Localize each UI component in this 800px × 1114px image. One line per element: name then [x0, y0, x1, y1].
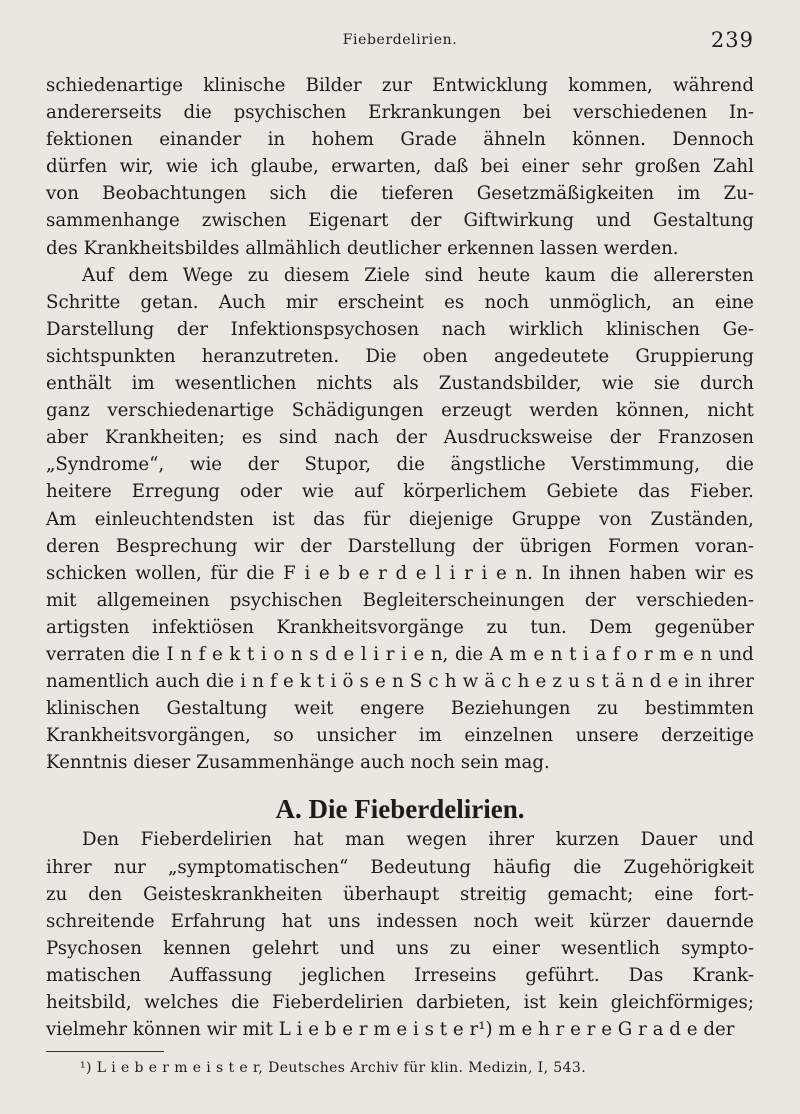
text-line: andererseits die psychischen Erkrankungen bei verschiedenen In- — [46, 102, 754, 124]
page-number: 239 — [710, 28, 754, 52]
body-text — [46, 72, 754, 1043]
text-line: sammenhange zwischen Eigenart der Giftwirkung und Gestaltung — [46, 210, 754, 232]
text-line: matischen Auffassung jeglichen Irreseins geführt. Das Krank- — [46, 964, 754, 986]
text-line: ganz verschiedenartige Schädigungen erzeugt werden können, nicht — [46, 400, 754, 422]
text-line: „Syndrome“, wie der Stupor, die ängstliche Verstimmung, die — [46, 454, 754, 476]
text-line: Psychosen kennen gelehrt und uns zu einer wesentlich sympto- — [46, 937, 754, 959]
text-line: Darstellung der Infektionspsychosen nach wirklich klinischen Ge- — [46, 318, 754, 340]
running-head: Fieberdelirien. — [342, 32, 458, 48]
text-line: zu den Geisteskrankheiten überhaupt streitig gemacht; eine fort- — [46, 883, 754, 905]
text-line: Auf dem Wege zu diesem Ziele sind heute kaum die allerersten — [82, 264, 754, 286]
footnote: ¹) L i e b e r m e i s t e r, Deutsches Archiv für klin. Medizin, I, 543. — [80, 1060, 587, 1076]
text-line: sichtspunkten heranzutreten. Die oben angedeutete Gruppierung — [46, 345, 754, 367]
text-line: mit allgemeinen psychischen Begleiterscheinungen der verschieden- — [46, 589, 754, 611]
text-line: namentlich auch die i n f e k t i ö s e n S c h w ä c h e z u s t ä n d e in ihrer — [46, 671, 754, 693]
text-line: Den Fieberdelirien hat man wegen ihrer kurzen Dauer und — [82, 829, 754, 851]
text-line: des Krankheitsbildes allmählich deutlicher erkennen lassen werden. — [46, 237, 679, 259]
text-line: fektionen einander in hohem Grade ähneln können. Dennoch — [46, 129, 754, 151]
text-line: Krankheitsvorgängen, so unsicher im einzelnen unsere derzeitige — [46, 725, 754, 747]
text-line: von Beobachtungen sich die tieferen Gesetzmäßigkeiten im Zu- — [46, 183, 754, 205]
text-line: Kenntnis dieser Zusammenhänge auch noch sein mag. — [46, 752, 550, 774]
footnote-rule — [46, 1051, 164, 1052]
text-line: aber Krankheiten; es sind nach der Ausdrucksweise der Franzosen — [46, 427, 754, 449]
text-line: Am einleuchtendsten ist das für diejenige Gruppe von Zuständen, — [46, 508, 754, 530]
text-line: heitere Erregung oder wie auf körperlichem Gebiete das Fieber. — [46, 481, 754, 503]
section-heading: A. Die Fieberdelirien. — [275, 794, 525, 825]
text-line: schicken wollen, für die F i e b e r d e l i r i e n. In ihnen haben wir es — [46, 562, 754, 584]
text-line: artigsten infektiösen Krankheitsvorgänge zu tun. Dem gegenüber — [46, 616, 754, 638]
text-line: enthält im wesentlichen nichts als Zustandsbilder, wie sie durch — [46, 373, 754, 395]
text-line: klinischen Gestaltung weit engere Beziehungen zu bestimmten — [46, 698, 754, 720]
text-line: heitsbild, welches die Fieberdelirien darbieten, ist kein gleichförmiges; — [46, 992, 754, 1013]
page-header — [46, 28, 754, 56]
text-line: deren Besprechung wir der Darstellung der übrigen Formen voran- — [46, 535, 754, 557]
text-line: vielmehr können wir mit L i e b e r m e i s t e r¹) m e h r e r e G r a d e der — [46, 1019, 735, 1041]
text-line: Schritte getan. Auch mir erscheint es noch unmöglich, an eine — [46, 291, 754, 313]
text-line: schiedenartige klinische Bilder zur Entwicklung kommen, während — [46, 75, 754, 96]
text-line: dürfen wir, wie ich glaube, erwarten, daß bei einer sehr großen Zahl — [46, 156, 754, 178]
text-line: schreitende Erfahrung hat uns indessen noch weit kürzer dauernde — [46, 910, 754, 932]
text-line: verraten die I n f e k t i o n s d e l i r i e n, die A m e n t i a f o r m e n und — [46, 643, 754, 665]
text-line: ihrer nur „symptomatischen“ Bedeutung häufig die Zugehörigkeit — [46, 856, 754, 878]
